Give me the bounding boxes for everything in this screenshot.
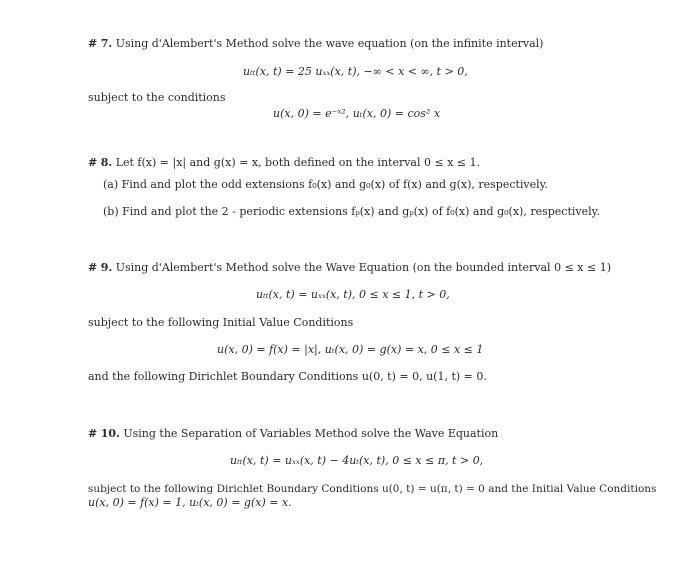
hash-symbol: # <box>88 427 98 440</box>
hash-symbol: # <box>88 156 98 169</box>
problem-7-subject: subject to the conditions <box>88 91 226 104</box>
problem-8-heading <box>88 156 480 170</box>
problem-9-initial-conditions: u(x, 0) = f(x) = |x|, uₜ(x, 0) = g(x) = x, 0 ≤ x ≤ 1 <box>217 343 484 356</box>
problem-7-heading <box>88 37 543 51</box>
problem-10-conditions-line-2: u(x, 0) = f(x) = 1, uₜ(x, 0) = g(x) = x. <box>88 496 292 509</box>
hash-symbol: # <box>88 261 98 274</box>
problem-9-equation: uₜₜ(x, t) = uₓₓ(x, t), 0 ≤ x ≤ 1, t > 0, <box>256 288 450 301</box>
problem-7-number: 7. <box>100 37 113 50</box>
problem-8-part-b: (b) Find and plot the 2 - periodic extensions fₚ(x) and gₚ(x) of f₀(x) and g₀(x), respectively. <box>103 205 600 218</box>
problem-9-heading <box>88 261 611 275</box>
problem-10-heading <box>88 427 498 441</box>
problem-7-conditions: u(x, 0) = e⁻ˣ², uₜ(x, 0) = cos² x <box>273 107 441 120</box>
problem-9-subject: subject to the following Initial Value Conditions <box>88 316 354 329</box>
problem-8-part-a: (a) Find and plot the odd extensions f₀(x) and g₀(x) of f(x) and g(x), respectively. <box>103 178 548 191</box>
problem-9-text: Using d'Alembert's Method solve the Wave Equation (on the bounded interval 0 ≤ x ≤ 1) <box>115 261 611 274</box>
problem-9-boundary-conditions: and the following Dirichlet Boundary Conditions u(0, t) = 0, u(1, t) = 0. <box>88 370 487 383</box>
problem-10-equation: uₜₜ(x, t) = uₓₓ(x, t) − 4uₜ(x, t), 0 ≤ x ≤ π, t > 0, <box>230 454 484 467</box>
problem-8-text: Let f(x) = |x| and g(x) = x, both defined on the interval 0 ≤ x ≤ 1. <box>115 156 481 169</box>
problem-7-equation: uₜₜ(x, t) = 25 uₓₓ(x, t), −∞ < x < ∞, t > 0, <box>243 65 468 78</box>
problem-10-number: 10. <box>100 427 120 440</box>
problem-10-text: Using the Separation of Variables Method solve the Wave Equation <box>123 427 499 440</box>
hash-symbol: # <box>88 37 98 50</box>
problem-8-number: 8. <box>100 156 113 169</box>
problem-7-text: Using d'Alembert's Method solve the wave equation (on the infinite interval) <box>115 37 544 50</box>
problem-9-number: 9. <box>100 261 113 274</box>
problem-10-conditions-line-1: subject to the following Dirichlet Boundary Conditions u(0, t) = u(π, t) = 0 and the Initial Value Conditions <box>88 483 657 495</box>
